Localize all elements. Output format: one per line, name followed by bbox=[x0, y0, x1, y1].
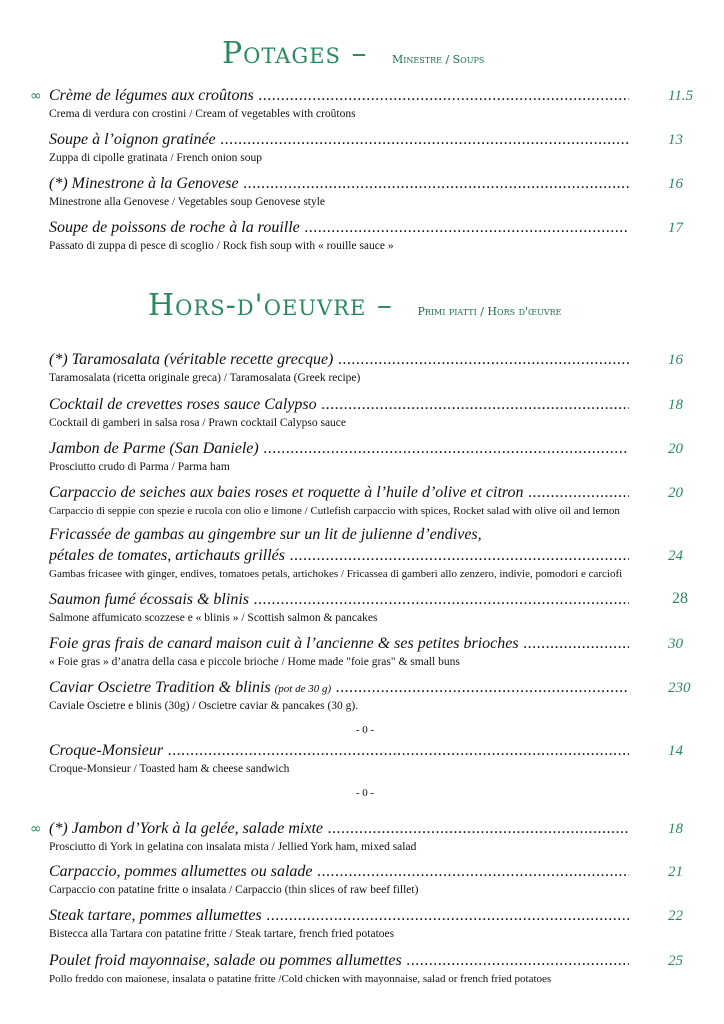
dish-description: Prosciutto crudo di Parma / Parma ham bbox=[49, 461, 230, 473]
infinity-icon: ∞ bbox=[30, 821, 42, 837]
dish-description: Crema di verdura con crostini / Cream of vegetables with croûtons bbox=[49, 108, 356, 120]
dish-name: (*) Jambon d’York à la gelée, salade mixte ..... bbox=[49, 819, 629, 839]
dish-name: Poulet froid mayonnaise, salade ou pommes allumettes ..... bbox=[49, 951, 629, 971]
dish-price: 230 bbox=[668, 680, 691, 696]
dish-price: 30 bbox=[668, 636, 683, 652]
dish-description: Gambas fricasee with ginger, endives, tomatoes petals, artichokes / Fricassea di gamberi allo zenzero, indivie, pomodori e carciofi bbox=[49, 568, 623, 580]
dish-description: Minestrone alla Genovese / Vegetables soup Genovese style bbox=[49, 196, 326, 208]
dish-name: Soupe à l’oignon gratinée ..... bbox=[49, 130, 629, 150]
section-title: Hors-d'oeuvre bbox=[148, 288, 367, 323]
dish-name: Steak tartare, pommes allumettes ..... bbox=[49, 906, 629, 926]
dish-description: Zuppa di cipolle gratinata / French onion soup bbox=[49, 152, 263, 164]
section-heading-hors-doeuvre bbox=[0, 288, 724, 323]
dish-name: (*) Minestrone à la Genovese ..... bbox=[49, 174, 629, 194]
section-subtitle: Primi piatti / Hors d'œuvre bbox=[417, 305, 562, 318]
dish-description: Carpaccio di seppie con spezie e rucola con olio e limone / Cutlefish carpaccio with spices, Rocket salad with olive oil and lemon bbox=[49, 505, 620, 517]
dish-name-text: Caviar Oscietre Tradition & blinis bbox=[49, 679, 271, 696]
dish-description: « Foie gras » d’anatra della casa e piccole brioche / Home made "foie gras" & small buns bbox=[49, 656, 460, 668]
dish-name: Cocktail de crevettes roses sauce Calypso ..... bbox=[49, 395, 629, 415]
dish-price: 17 bbox=[668, 220, 683, 236]
dish-price: 25 bbox=[668, 953, 683, 969]
dish-description: Salmone affumicato scozzese e « blinis » / Scottish salmon & pancakes bbox=[49, 612, 378, 624]
section-subtitle: Minestre / Soups bbox=[392, 53, 485, 66]
dish-price: 13 bbox=[668, 132, 683, 148]
dish-price: 20 bbox=[668, 441, 683, 457]
dish-price: 14 bbox=[668, 743, 683, 759]
dish-price: 18 bbox=[668, 821, 683, 837]
separator-text: - 0 - bbox=[355, 724, 375, 736]
dish-price: 16 bbox=[668, 176, 683, 192]
dish-name: Carpaccio de seiches aux baies roses et roquette à l’huile d’olive et citron ..... bbox=[49, 483, 629, 503]
dish-description: Caviale Oscietre e blinis (30g) / Oscietre caviar & pancakes (30 g). bbox=[49, 700, 359, 712]
dish-price: 22 bbox=[668, 908, 683, 924]
dish-name: Soupe de poissons de roche à la rouille ..... bbox=[49, 218, 629, 238]
dish-price: 11.5 bbox=[668, 88, 694, 104]
separator bbox=[0, 724, 724, 736]
separator bbox=[0, 787, 724, 799]
dish-description: Taramosalata (ricetta originale greca) / Taramosalata (Greek recipe) bbox=[49, 372, 361, 384]
section-heading-potages bbox=[0, 36, 724, 71]
dish-description: Carpaccio con patatine fritte o insalata / Carpaccio (thin slices of raw beef fillet) bbox=[49, 884, 419, 896]
dish-name: Jambon de Parme (San Daniele) ..... bbox=[49, 439, 629, 459]
dish-price: 16 bbox=[668, 352, 683, 368]
dish-description: Cocktail di gamberi in salsa rosa / Prawn cocktail Calypso sauce bbox=[49, 417, 347, 429]
dish-price: 21 bbox=[668, 864, 683, 880]
dish-name: Saumon fumé écossais & blinis ..... bbox=[49, 590, 629, 610]
dish-description: Passato di zuppa di pesce di scoglio / Rock fish soup with « rouille sauce » bbox=[49, 240, 394, 252]
dish-name: Crème de légumes aux croûtons ..... bbox=[49, 86, 629, 106]
dish-price: 18 bbox=[668, 397, 683, 413]
dish-name: Carpaccio, pommes allumettes ou salade ..... bbox=[49, 862, 629, 882]
dish-description: Bistecca alla Tartara con patatine fritte / Steak tartare, french fried potatoes bbox=[49, 928, 395, 940]
dish-price: 20 bbox=[668, 485, 683, 501]
separator-text: - 0 - bbox=[355, 787, 375, 799]
dish-name: Fricassée de gambas au gingembre sur un lit de julienne d’endives, bbox=[49, 526, 482, 543]
dish-name bbox=[49, 678, 629, 699]
dish-description: Croque-Monsieur / Toasted ham & cheese sandwich bbox=[49, 763, 290, 775]
dish-name: (*) Taramosalata (véritable recette grecque) ..... bbox=[49, 350, 629, 370]
dish-name: Foie gras frais de canard maison cuit à l’ancienne & ses petites brioches ..... bbox=[49, 634, 629, 654]
section-title: Potages bbox=[222, 36, 341, 71]
dish-price: 28 bbox=[672, 590, 688, 607]
section-dash: – bbox=[366, 288, 404, 323]
section-dash: – bbox=[340, 36, 378, 71]
dish-description: Pollo freddo con maionese, insalata o patatine fritte /Cold chicken with mayonnaise, salad or french fried potatoes bbox=[49, 973, 552, 985]
dish-name: Croque-Monsieur ..... bbox=[49, 741, 629, 761]
dish-name-note: (pot de 30 g) bbox=[274, 683, 332, 695]
dish-price: 24 bbox=[668, 548, 683, 564]
dish-description: Prosciutto di York in gelatina con insalata mista / Jellied York ham, mixed salad bbox=[49, 841, 417, 853]
infinity-icon: ∞ bbox=[30, 88, 42, 104]
dish-name-continued: pétales de tomates, artichauts grillés ..... bbox=[49, 546, 629, 566]
